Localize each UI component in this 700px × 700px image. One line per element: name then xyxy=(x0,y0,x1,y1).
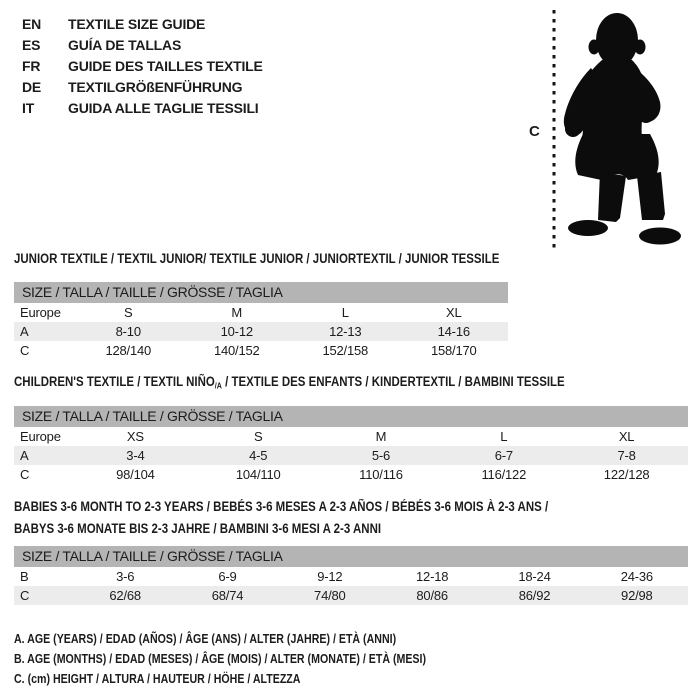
size-cell: XS xyxy=(126,429,144,444)
table-row-height xyxy=(14,465,688,484)
language-row-en xyxy=(22,14,263,35)
size-cell: S xyxy=(124,305,133,320)
language-code: IT xyxy=(22,100,35,116)
height-cell: 158/170 xyxy=(430,343,477,358)
footnote-a xyxy=(14,629,499,649)
guide-title-it: GUIDA ALLE TAGLIE TESSILI xyxy=(68,100,259,116)
junior-table-title xyxy=(14,251,585,266)
age-cell: 3-6 xyxy=(116,569,135,584)
guide-title-fr: GUIDE DES TAILLES TEXTILE xyxy=(68,58,263,74)
footnote-b-text: B. AGE (MONTHS) / EDAD (MESES) / ÂGE (MOIS) / ALTER (MONATE) / ETÀ (MESI) xyxy=(14,652,427,666)
age-cell: 4-5 xyxy=(249,448,268,463)
footnote-a-text: A. AGE (YEARS) / EDAD (AÑOS) / ÂGE (ANS) / ALTER (JAHRE) / ETÀ (ANNI) xyxy=(14,632,397,646)
language-code: FR xyxy=(22,58,41,74)
title-subscript: /A xyxy=(214,380,222,391)
row-label: C xyxy=(20,343,30,358)
table-row-height xyxy=(14,586,688,605)
language-code: EN xyxy=(22,16,42,32)
language-row-es xyxy=(22,35,263,56)
size-cell: M xyxy=(231,305,243,320)
junior-size-table xyxy=(14,282,508,360)
age-cell: 9-12 xyxy=(317,569,343,584)
height-measure-label: C xyxy=(529,123,540,140)
row-label: C xyxy=(20,467,30,482)
height-cell: 104/110 xyxy=(235,467,281,482)
footnotes xyxy=(14,629,499,689)
language-code: ES xyxy=(22,37,41,53)
height-cell: 80/86 xyxy=(416,588,448,603)
row-label: A xyxy=(20,448,29,463)
size-header-bar: SIZE / TALLA / TAILLE / GRÖSSE / TAGLIA xyxy=(14,546,688,567)
age-cell: 5-6 xyxy=(371,448,391,463)
age-cell: 24-36 xyxy=(620,569,653,584)
guide-title-de: TEXTILGRÖßENFÜHRUNG xyxy=(68,79,243,95)
table-row-europe xyxy=(14,427,688,446)
children-table-title-text xyxy=(14,374,565,391)
language-row-de xyxy=(22,77,263,98)
junior-table-title-text: JUNIOR TEXTILE / TEXTIL JUNIOR/ TEXTILE JUNIOR / JUNIORTEXTIL / JUNIOR TESSILE xyxy=(14,251,500,266)
footnote-c xyxy=(14,669,499,689)
height-cell: 152/158 xyxy=(322,343,369,358)
height-cell: 98/104 xyxy=(116,467,155,482)
age-cell: 12-13 xyxy=(329,324,362,339)
age-cell: 14-16 xyxy=(437,324,470,339)
height-cell: 68/74 xyxy=(211,588,244,603)
size-cell: M xyxy=(375,429,387,444)
table-row-europe xyxy=(14,303,508,322)
table-row-age-months xyxy=(14,567,688,586)
babies-table-title xyxy=(14,496,642,540)
row-label: A xyxy=(20,324,29,339)
height-cell: 140/152 xyxy=(213,343,260,358)
toddler-height-figure xyxy=(515,5,700,255)
children-table-title xyxy=(14,374,662,391)
size-header-bar: SIZE / TALLA / TAILLE / GRÖSSE / TAGLIA xyxy=(14,282,508,303)
size-header-bar: SIZE / TALLA / TAILLE / GRÖSSE / TAGLIA xyxy=(14,406,688,427)
row-label: B xyxy=(20,569,29,584)
height-cell: 122/128 xyxy=(603,467,650,482)
language-code: DE xyxy=(22,79,42,95)
age-cell: 8-10 xyxy=(115,324,141,339)
children-size-table xyxy=(14,406,688,484)
height-cell: 62/68 xyxy=(109,588,141,603)
age-cell: 3-4 xyxy=(126,448,145,463)
age-cell: 10-12 xyxy=(220,324,253,339)
language-list xyxy=(22,14,263,119)
table-row-age xyxy=(14,322,508,341)
babies-size-table xyxy=(14,546,688,605)
age-cell: 7-8 xyxy=(617,448,636,463)
height-cell: 86/92 xyxy=(518,588,551,603)
size-cell: L xyxy=(341,305,349,320)
title-pre: CHILDREN'S TEXTILE / TEXTIL NIÑO xyxy=(14,374,215,389)
table-row-age xyxy=(14,446,688,465)
language-row-fr xyxy=(22,56,263,77)
height-cell: 128/140 xyxy=(105,343,152,358)
height-cell: 116/122 xyxy=(481,467,527,482)
babies-title-line2: BABYS 3-6 MONATE BIS 2-3 JAHRE / BAMBINI 3-6 MESI A 2-3 ANNI xyxy=(14,521,382,536)
row-label: C xyxy=(20,588,30,603)
row-label: Europe xyxy=(20,429,61,444)
age-cell: 12-18 xyxy=(416,569,449,584)
footnote-c-text: C. (cm) HEIGHT / ALTURA / HAUTEUR / HÖHE / ALTEZZA xyxy=(14,672,301,686)
baby-silhouette-icon xyxy=(558,10,686,250)
guide-title-en: TEXTILE SIZE GUIDE xyxy=(68,16,206,32)
size-cell: XL xyxy=(618,429,635,444)
table-row-height xyxy=(14,341,508,360)
size-cell: XL xyxy=(445,305,462,320)
row-label: Europe xyxy=(20,305,61,320)
babies-title-line1: BABIES 3-6 MONTH TO 2-3 YEARS / BEBÉS 3-6 MESES A 2-3 AÑOS / BÉBÉS 3-6 MOIS À 2-3 ANS / xyxy=(14,499,549,514)
guide-title-es: GUÍA DE TALLAS xyxy=(68,37,182,53)
footnote-b xyxy=(14,649,499,669)
title-post: / TEXTILE DES ENFANTS / KINDERTEXTIL / BAMBINI TESSILE xyxy=(221,374,565,389)
height-measure-line xyxy=(551,10,557,248)
age-cell: 6-7 xyxy=(494,448,513,463)
height-cell: 74/80 xyxy=(314,588,346,603)
height-cell: 92/98 xyxy=(621,588,653,603)
size-cell: L xyxy=(500,429,508,444)
language-row-it xyxy=(22,98,263,119)
age-cell: 6-9 xyxy=(218,569,237,584)
height-cell: 110/116 xyxy=(359,467,403,482)
age-cell: 18-24 xyxy=(518,569,551,584)
size-cell: S xyxy=(253,429,263,444)
